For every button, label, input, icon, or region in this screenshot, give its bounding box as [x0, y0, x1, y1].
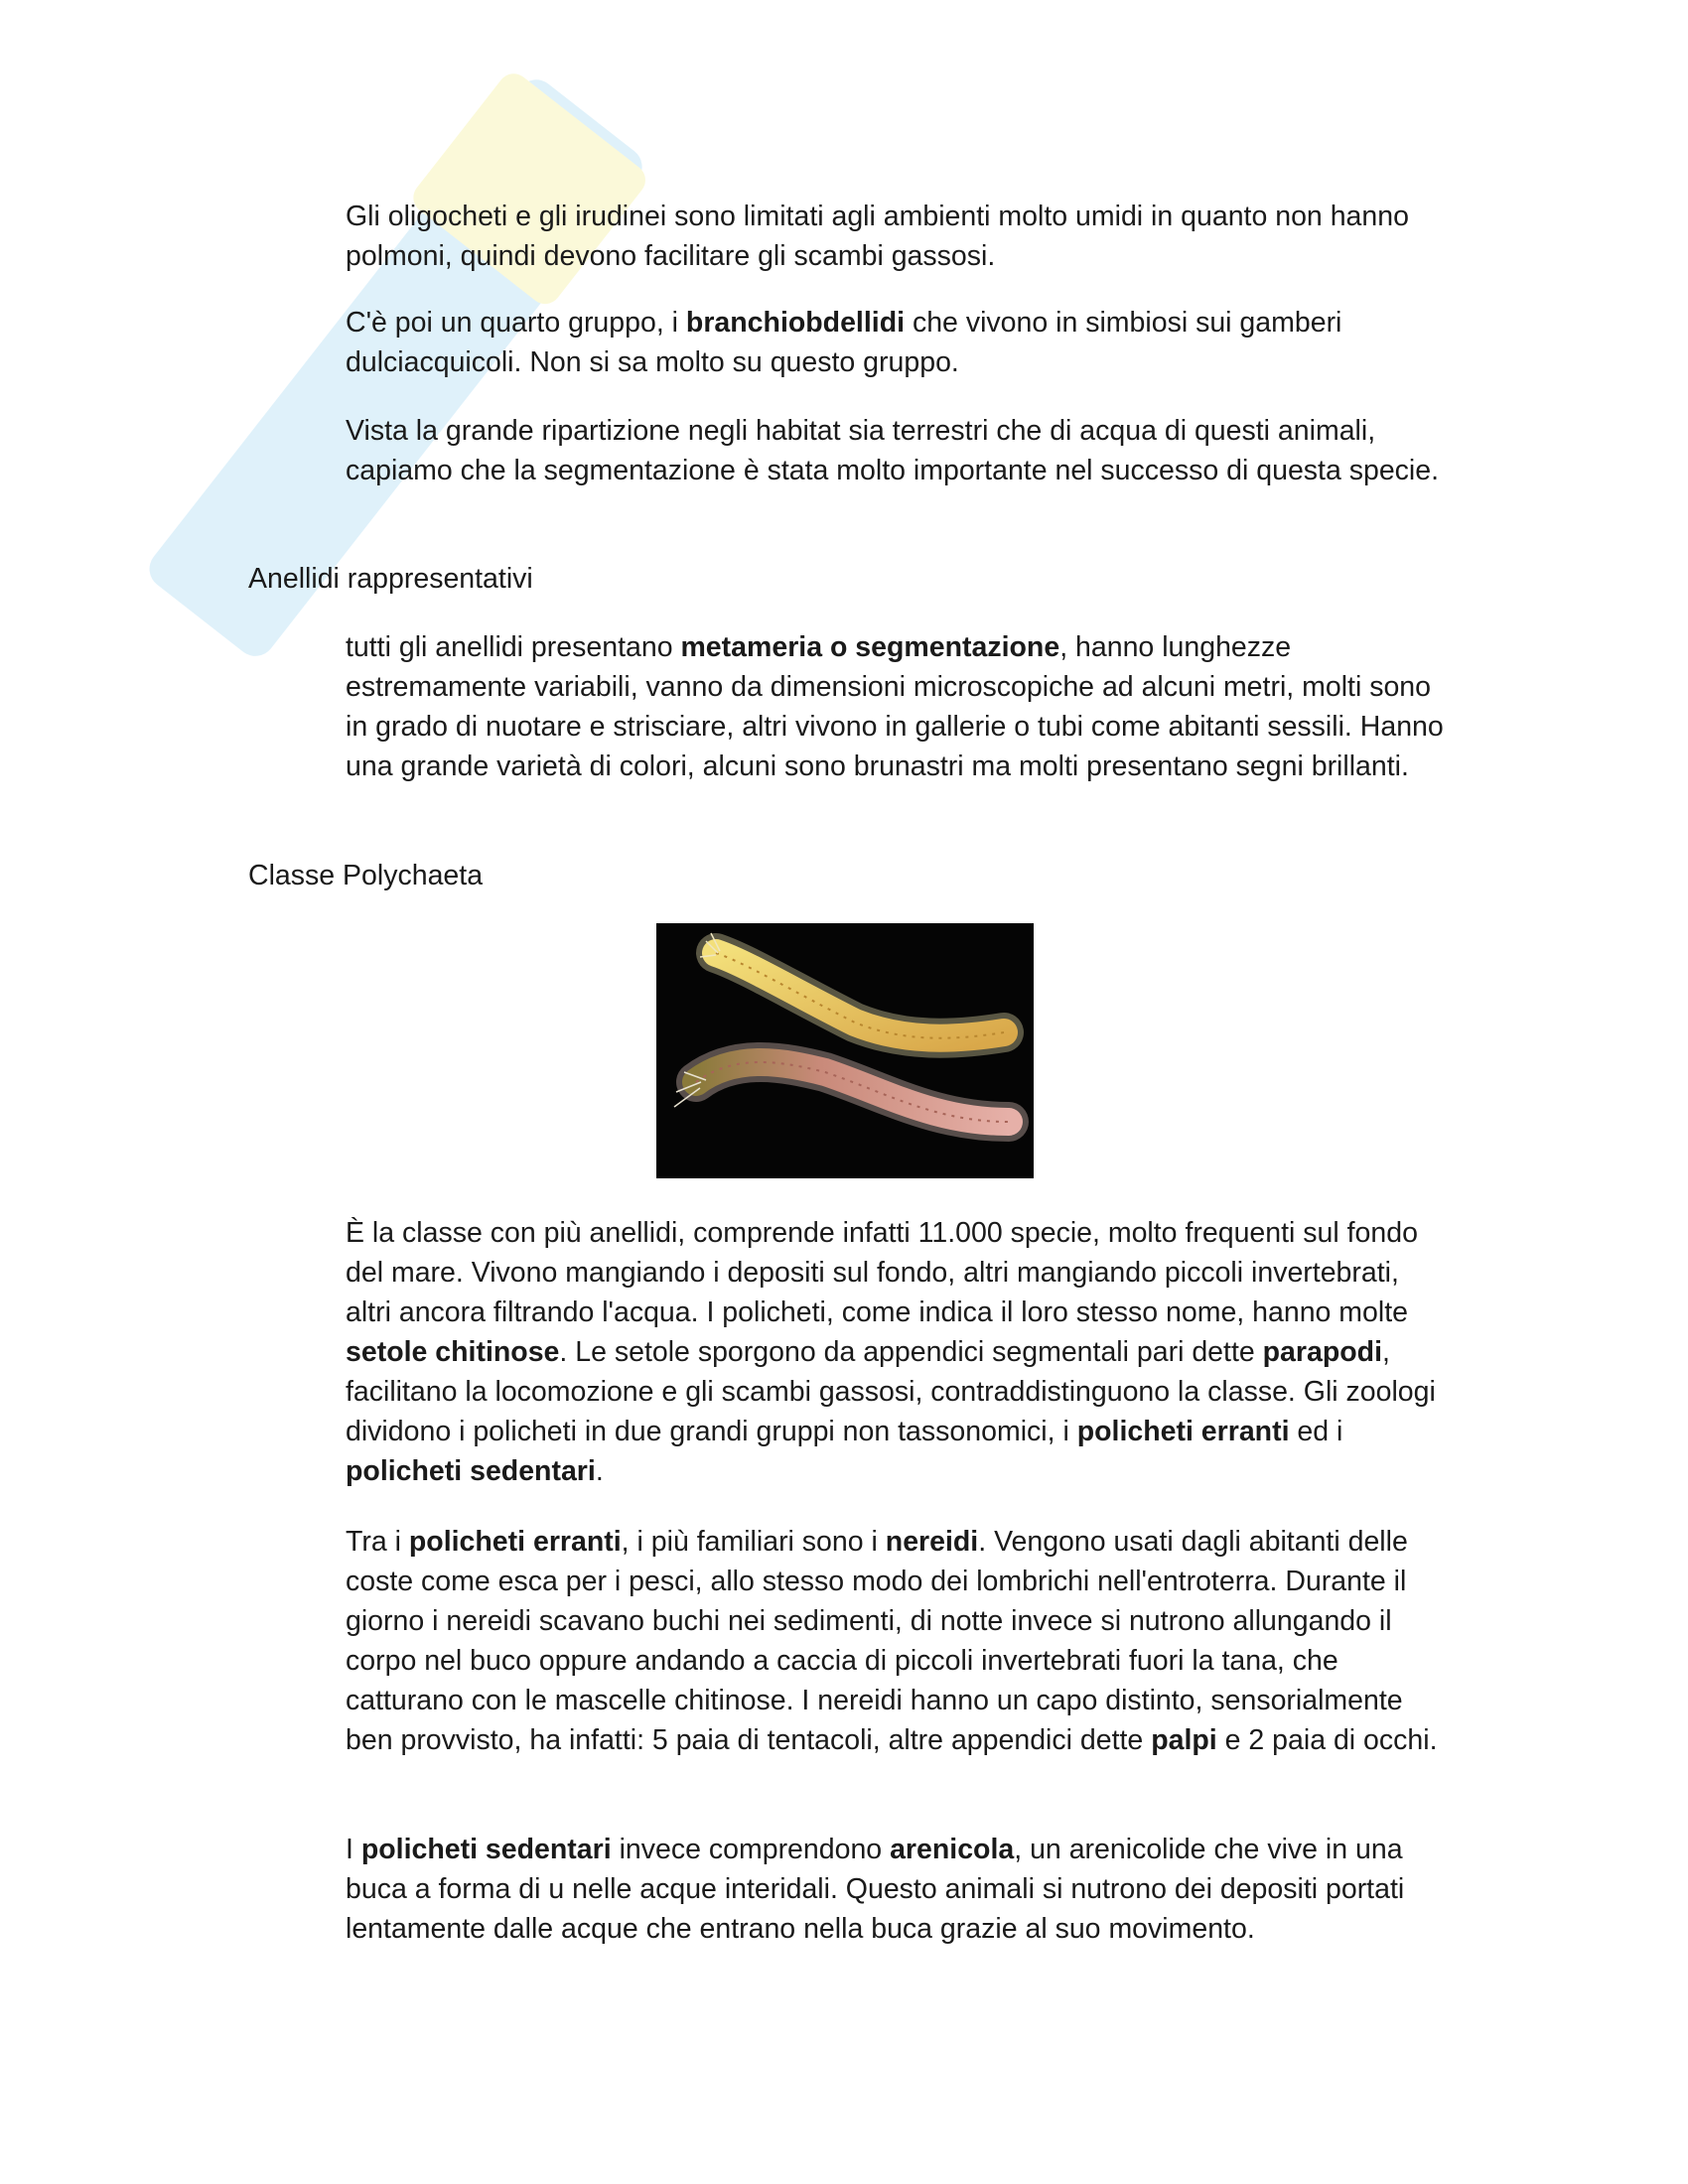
text-run: , hanno lunghezze estremamente variabili, vanno da dimensioni microscopiche ad alcuni metri, molti sono in grado di nuotare e strisciare, altri vivono in gallerie o tubi come abitanti sessili. Hanno una grande varietà di colori, alcuni sono brunastri ma molti presentano segni brillanti.: [346, 631, 1444, 782]
bold-term: policheti erranti: [408, 1526, 622, 1558]
bold-term: palpi: [1151, 1724, 1217, 1756]
paragraph-branchiobdellidi: [346, 303, 1448, 382]
paragraph-oligocheti: [346, 197, 1448, 276]
text-run: , un arenicolide che vive in una buca a forma di u nelle acque interidali. Questo animali si nutrono dei depositi portati lentamente dalle acque che entrano nella buca grazie al suo movimento.: [346, 1834, 1405, 1945]
paragraph-policheti-erranti: [346, 1522, 1448, 1760]
text-run: e 2 paia di occhi.: [1216, 1724, 1438, 1756]
paragraph-segmentazione: [346, 411, 1448, 490]
bold-term: policheti sedentari: [360, 1834, 612, 1865]
text-run: ed i: [1289, 1416, 1343, 1447]
bold-term: policheti erranti: [1076, 1416, 1290, 1447]
text-run: Gli oligocheti e gli irudinei sono limitati agli ambienti molto umidi in quanto non hanno polmoni, quindi devono facilitare gli scambi gassosi.: [346, 201, 1409, 272]
text-run: , i più familiari sono i: [621, 1526, 886, 1558]
text-run: che vivono in simbiosi sui gamberi dulciacquicoli. Non si sa molto su questo gruppo.: [346, 307, 1342, 378]
text-run: È la classe con più anellidi, comprende infatti 11.000 specie, molto frequenti sul fondo del mare. Vivono mangiando i depositi sul fondo, altri mangiando piccoli invertebrati, altri ancora filtrando l'acqua. I policheti, come indica il loro stesso nome, hanno molte: [346, 1217, 1418, 1328]
text-run: tutti gli anellidi presentano: [346, 631, 681, 663]
text-run: . Le setole sporgono da appendici segmentali pari dette: [559, 1336, 1263, 1368]
paragraph-metameria: [346, 627, 1448, 786]
text-run: invece comprendono: [611, 1834, 891, 1865]
text-run: . Vengono usati dagli abitanti delle coste come esca per i pesci, allo stesso modo dei lombrichi nell'entroterra. Durante il giorno i nereidi scavano buchi nei sedimenti, di notte invece si nutrono allungando il corpo nel buco oppure andando a caccia di piccoli invertebrati fuori la tana, che catturano con le mascelle chitinose. I nereidi hanno un capo distinto, sensorialmente ben provvisto, ha infatti: 5 paia di tentacoli, altre appendici dette: [346, 1526, 1408, 1756]
bold-term: metameria o segmentazione: [680, 631, 1060, 663]
bold-term: setole chitinose: [346, 1336, 560, 1368]
text-run: I: [346, 1834, 361, 1865]
text-run: .: [595, 1455, 604, 1487]
polychaete-worms-photo: [656, 923, 1034, 1178]
text-run: C'è poi un quarto gruppo, i: [346, 307, 686, 339]
bold-term: branchiobdellidi: [685, 307, 906, 339]
text-run: Tra i: [346, 1526, 409, 1558]
text-run: , facilitano la locomozione e gli scambi gassosi, contraddistinguono la classe. Gli zoologi dividono i policheti in due grandi gruppi non tassonomici, i: [346, 1336, 1436, 1447]
text-run: Vista la grande ripartizione negli habitat sia terrestri che di acqua di questi animali, capiamo che la segmentazione è stata molto importante nel successo di questa specie.: [346, 415, 1440, 486]
paragraph-classe-polychaeta: [346, 1213, 1448, 1491]
bold-term: arenicola: [890, 1834, 1015, 1865]
bold-term: policheti sedentari: [346, 1455, 596, 1487]
paragraph-policheti-sedentari: [346, 1830, 1448, 1949]
bold-term: nereidi: [885, 1526, 979, 1558]
bold-term: parapodi: [1262, 1336, 1382, 1368]
heading-classe-polychaeta: Classe Polychaeta: [248, 860, 484, 891]
heading-anellidi-rappresentativi: Anellidi rappresentativi: [248, 563, 533, 595]
